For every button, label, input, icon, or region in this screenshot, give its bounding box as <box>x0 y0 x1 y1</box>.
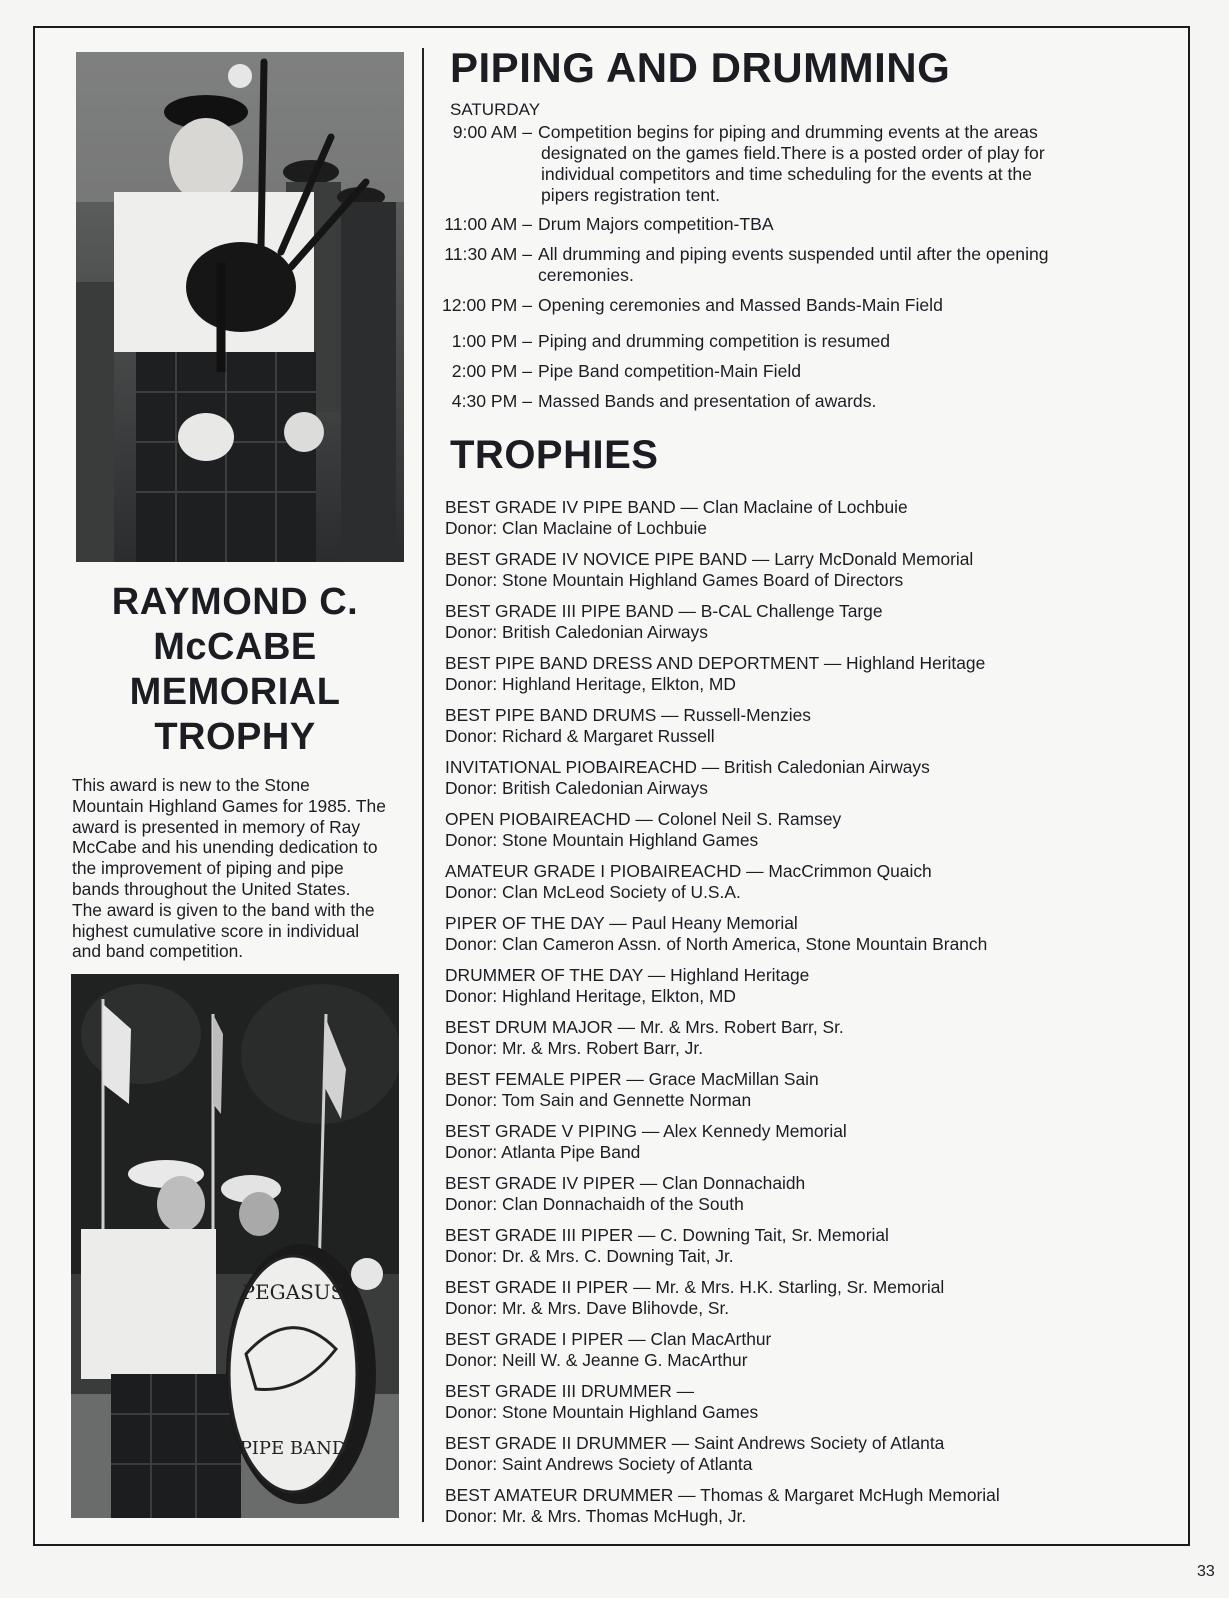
column-divider <box>422 48 424 1522</box>
trophies-list <box>445 497 1145 1537</box>
schedule-row: 12:00 PM – Opening ceremonies and Massed Bands-Main Field <box>442 295 943 315</box>
piper-photo <box>76 52 404 562</box>
trophy-item: BEST PIPE BAND DRUMS — Russell-Menzies Donor: Richard & Margaret Russell <box>445 705 811 746</box>
trophy-item: BEST GRADE I PIPER — Clan MacArthur Donor: Neill W. & Jeanne G. MacArthur <box>445 1329 772 1370</box>
trophy-item: INVITATIONAL PIOBAIREACHD — British Caledonian Airways Donor: British Caledonian Airways <box>445 757 930 798</box>
drum-bottom-text: PIPE BAND <box>239 1438 347 1459</box>
trophy-item: OPEN PIOBAIREACHD — Colonel Neil S. Ramsey Donor: Stone Mountain Highland Games <box>445 809 842 850</box>
drum-top-text: PEGASUS <box>241 1280 345 1304</box>
schedule-row: 9:00 AM – Competition begins for piping and drumming events at the areas designated on the games field.There is a posted order of play for individual competitors and time scheduling for the events at the pipers registration tent. <box>452 122 1045 205</box>
trophy-item: DRUMMER OF THE DAY — Highland Heritage Donor: Highland Heritage, Elkton, MD <box>445 965 810 1006</box>
trophy-item: PIPER OF THE DAY — Paul Heany Memorial Donor: Clan Cameron Assn. of North America, Stone Mountain Branch <box>445 913 988 954</box>
trophy-item: AMATEUR GRADE I PIOBAIREACHD — MacCrimmon Quaich Donor: Clan McLeod Society of U.S.A. <box>445 861 932 902</box>
piping-drumming-heading: PIPING AND DRUMMING <box>450 44 951 91</box>
trophy-item: BEST PIPE BAND DRESS AND DEPORTMENT — Highland Heritage Donor: Highland Heritage, Elkton, MD <box>445 653 986 694</box>
trophy-item: BEST DRUM MAJOR — Mr. & Mrs. Robert Barr, Sr. Donor: Mr. & Mrs. Robert Barr, Jr. <box>445 1017 844 1058</box>
schedule-row: 11:30 AM – All drumming and piping events suspended until after the opening ceremonies. <box>444 244 1049 285</box>
page-number: 33 <box>1197 1563 1215 1580</box>
trophy-title: RAYMOND C. McCABE MEMORIAL TROPHY <box>111 581 359 758</box>
trophy-item: BEST GRADE III PIPE BAND — B-CAL Challenge Targe Donor: British Caledonian Airways <box>445 601 883 642</box>
trophy-item: BEST GRADE III PIPER — C. Downing Tait, Sr. Memorial Donor: Dr. & Mrs. C. Downing Tait, Jr. <box>445 1225 889 1266</box>
trophy-item: BEST FEMALE PIPER — Grace MacMillan Sain Donor: Tom Sain and Gennette Norman <box>445 1069 819 1110</box>
schedule-row: 4:30 PM – Massed Bands and presentation of awards. <box>451 391 877 411</box>
schedule-row: 1:00 PM – Piping and drumming competition is resumed <box>451 331 891 351</box>
drummer-photo <box>71 974 399 1518</box>
trophies-heading: TROPHIES <box>450 433 659 477</box>
trophy-item: BEST AMATEUR DRUMMER — Thomas & Margaret McHugh Memorial Donor: Mr. & Mrs. Thomas McHugh, Jr. <box>445 1485 1000 1526</box>
schedule-row: 2:00 PM – Pipe Band competition-Main Field <box>451 361 802 381</box>
schedule-row: 11:00 AM – Drum Majors competition-TBA <box>444 214 774 234</box>
trophy-item: BEST GRADE IV PIPER — Clan Donnachaidh Donor: Clan Donnachaidh of the South <box>445 1173 806 1214</box>
trophy-item: BEST GRADE II DRUMMER — Saint Andrews Society of Atlanta Donor: Saint Andrews Society of Atlanta <box>445 1433 945 1474</box>
trophy-description: This award is new to the Stone Mountain Highland Games for 1985. The award is presented in memory of Ray McCabe and his unending dedication to the improvement of piping and pipe bands throughout the United States. The award is given to the band with the highest cumulative score in individual and band competition. <box>72 775 386 962</box>
trophy-item: BEST GRADE III DRUMMER — Donor: Stone Mountain Highland Games <box>445 1381 759 1422</box>
trophy-item: BEST GRADE IV PIPE BAND — Clan Maclaine of Lochbuie Donor: Clan Maclaine of Lochbuie <box>445 497 908 538</box>
schedule-list <box>440 122 1140 412</box>
trophy-item: BEST GRADE IV NOVICE PIPE BAND — Larry McDonald Memorial Donor: Stone Mountain Highland Games Board of Directors <box>445 549 974 590</box>
trophy-item: BEST GRADE V PIPING — Alex Kennedy Memorial Donor: Atlanta Pipe Band <box>445 1121 847 1162</box>
trophy-item: BEST GRADE II PIPER — Mr. & Mrs. H.K. Starling, Sr. Memorial Donor: Mr. & Mrs. Dave Blihovde, Sr. <box>445 1277 945 1318</box>
schedule-day: SATURDAY <box>450 100 541 119</box>
